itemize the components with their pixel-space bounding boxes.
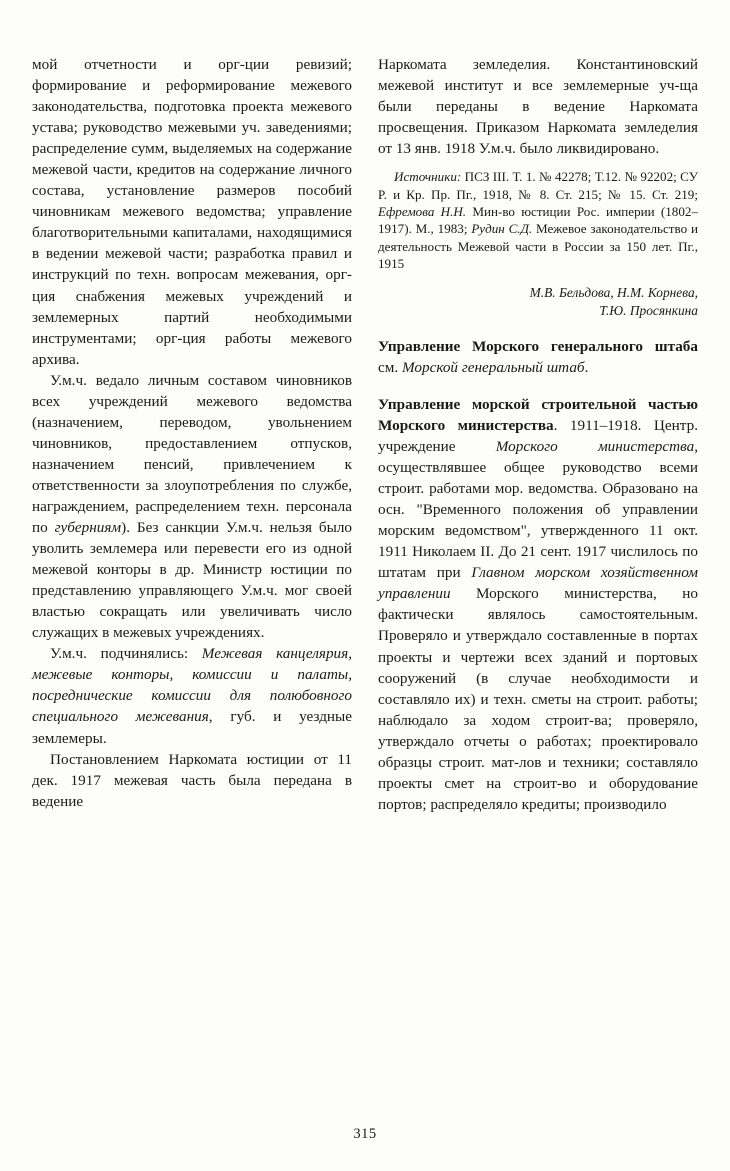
cross-reference-1: Морского министерства	[495, 438, 695, 456]
paragraph-continuation: мой отчетности и орг-ции ревизий; формирование и реформирование межевого законодательства, подготовка проекта межевого устава; руководство межевыми уч. заведениями; распределение сумм, выделяемых на содержание межевой части, кредитов на содержание личного состава, установление размеров пособий чиновникам межевого ведомства; управление благотворительными капиталами, находящимися в ведении межевой части; разработка правил и инструкций по техн. вопросам межевания, орг-ция снабжения межевых учреждений и землемерных партий необходимыми инструментами; орг-ция работы межевого архива.	[32, 56, 352, 368]
cross-reference-2: Главном морском хозяйственном управлении	[378, 564, 698, 603]
text-run: ). Без санкции У.м.ч. нельзя было уволить землемера или перевести его из одной межевой конторы в др. Министр юстиции по представлению управляющего У.м.ч. мог своей властью сокращать или увеличивать число служащих в межевых учреждениях.	[32, 519, 352, 642]
entry-upravlenie-morskogo-generalnogo-shtaba	[378, 336, 698, 378]
text-run: У.м.ч. ведало личным составом чиновников всех учреждений межевого ведомства (назначением, переводом, увольнением чиновников, предоставлением отпусков, назначением пенсий, привлечением к ответственности за злоупотребления по службе, награждением, распределением техн. персонала по	[32, 371, 352, 537]
text-run: см.	[378, 358, 402, 376]
text-run-italic: губерниям	[54, 519, 122, 537]
text-run: Морского министерства, но фактически являлось самостоятельным. Проверяло и утверждало составленные в портах проекты и чертежи всех зданий и портовых сооружений (в случае необходимости и составляло их) и техн. сметы на строит. работы; наблюдало за ходом строит-ва; проверяло, утверждало отчеты о работах; проектировало образцы строит. мат-лов и техники; составляло проекты смет на строит-во и оборудование портов; распределяло кредиты; производило	[378, 585, 698, 813]
entry-text	[378, 394, 698, 815]
paragraph-umch-personnel	[32, 370, 352, 644]
left-column	[32, 54, 352, 1104]
authors-line-2: Т.Ю. Просянкина	[599, 302, 698, 318]
text-run: . 1911–1918. Центр. учреждение	[378, 417, 698, 456]
sources-note	[378, 168, 698, 272]
text-run: ПСЗ III. Т. 1. № 42278; Т.12. № 92202; СУ Р. и Кр. Пр. Пг., 1918, № 8. Ст. 215; № 15. Ст. 219;	[378, 169, 698, 202]
source-author-2: Рудин С.Д.	[471, 221, 533, 237]
paragraph-subordinate-bodies	[32, 643, 352, 748]
cross-reference: Морской генеральный штаб	[401, 358, 585, 376]
text-run: Межевое законодательство и деятельность Межевой части в России за 150 лет. Пг., 1915	[378, 221, 698, 272]
text-run: Мин-во юстиции Рос. империи (1802–1917). М., 1983;	[378, 204, 698, 237]
entry-headword: Управление морской строительной частью Морского министерства	[378, 395, 698, 434]
entry-upravlenie-morskoy-stroitelnoy-chastyu	[378, 394, 698, 815]
text-run: У.м.ч. подчинялись:	[50, 645, 202, 663]
authors-line-1: М.В. Бельдова, Н.М. Корнева,	[529, 284, 698, 300]
entry-headword: Управление Морского генерального штаба	[378, 337, 698, 355]
entry-text	[378, 336, 698, 378]
text-run: .	[584, 358, 589, 376]
source-author-1: Ефремова Н.Н.	[378, 204, 467, 220]
right-column	[378, 54, 698, 1104]
text-run-italic: Межевая канцелярия, межевые конторы, комиссии и палаты, посреднические комиссии для полюбовного специального межевания	[32, 645, 352, 726]
article-authors	[378, 284, 698, 320]
paragraph-narkomat-decree: Постановлением Наркомата юстиции от 11 дек. 1917 межевая часть была передана в ведение	[32, 750, 352, 810]
text-run: , осуществлявшее общее руководство всеми строит. работами мор. ведомства. Образовано на осн. "Временного положения об управлении морским ведомством", утвержденного 11 окт. 1911 Николаем II. До 21 сент. 1917 числилось по штатам при	[378, 438, 698, 582]
two-column-layout	[32, 54, 698, 1104]
paragraph-continuation-right: Наркомата земледелия. Константиновский межевой институт и все землемерные уч-ща были переданы в ведение Наркомата просвещения. Приказом Наркомата земледелия от 13 янв. 1918 У.м.ч. было ликвидировано.	[378, 56, 698, 158]
sources-label: Источники:	[394, 169, 462, 185]
page-number: 315	[353, 1126, 377, 1142]
text-run: , губ. и уездные землемеры.	[32, 708, 352, 747]
